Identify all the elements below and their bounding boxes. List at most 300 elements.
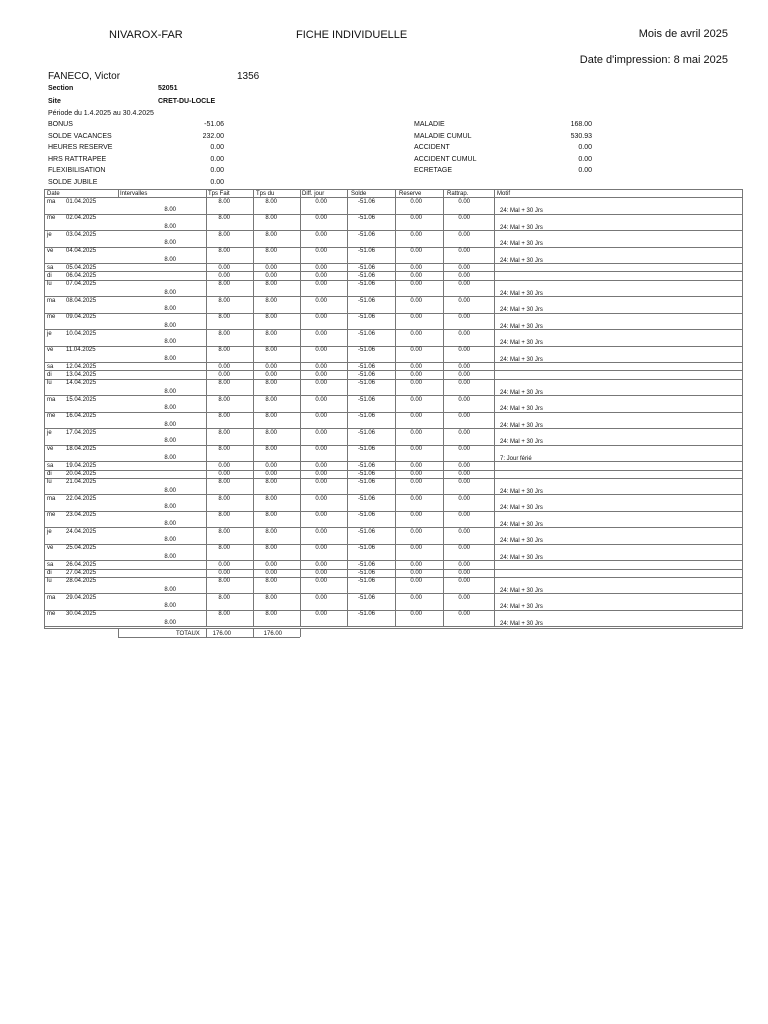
row-interval: 8.00 bbox=[164, 256, 176, 263]
row-interval: 8.00 bbox=[164, 339, 176, 346]
section-label: Section bbox=[48, 85, 74, 92]
row-tps-du: 8.00 bbox=[265, 347, 277, 354]
row-diff-jour: 0.00 bbox=[315, 594, 327, 601]
row-tps-fait: 8.00 bbox=[218, 314, 230, 321]
row-reserve: 0.00 bbox=[410, 611, 422, 618]
row-motif: 24: Mal + 30 Jrs bbox=[500, 208, 543, 214]
balance-label: HRS RATTRAPEE bbox=[48, 155, 107, 163]
row-tps-fait: 8.00 bbox=[218, 512, 230, 519]
row-rattrap: 0.00 bbox=[458, 495, 470, 502]
row-day: je bbox=[47, 330, 52, 337]
row-diff-jour: 0.00 bbox=[315, 281, 327, 288]
row-diff-jour: 0.00 bbox=[315, 248, 327, 254]
row-diff-jour: 0.00 bbox=[315, 314, 327, 321]
row-diff-jour: 0.00 bbox=[315, 231, 327, 238]
row-tps-du: 0.00 bbox=[265, 462, 277, 469]
row-tps-du: 0.00 bbox=[265, 570, 277, 577]
row-day: ma bbox=[47, 396, 56, 403]
row-day: ma bbox=[47, 297, 56, 304]
row-motif: 24: Mal + 30 Jrs bbox=[500, 290, 543, 297]
table-rule bbox=[44, 527, 742, 528]
row-tps-fait: 8.00 bbox=[218, 594, 230, 601]
row-motif: 24: Mal + 30 Jrs bbox=[500, 620, 543, 627]
table-rule bbox=[742, 189, 743, 629]
row-date: 10.04.2025 bbox=[66, 330, 97, 337]
row-rattrap: 0.00 bbox=[458, 281, 470, 288]
row-day: me bbox=[47, 314, 56, 321]
table-rule bbox=[44, 313, 742, 314]
row-day: lu bbox=[47, 578, 52, 585]
row-tps-du: 8.00 bbox=[265, 215, 277, 221]
row-date: 03.04.2025 bbox=[66, 231, 97, 238]
table-rule bbox=[44, 478, 742, 479]
row-date: 17.04.2025 bbox=[66, 429, 97, 436]
row-rattrap: 0.00 bbox=[458, 471, 470, 477]
row-interval: 8.00 bbox=[164, 537, 176, 544]
row-tps-du: 8.00 bbox=[265, 314, 277, 321]
row-reserve: 0.00 bbox=[410, 281, 422, 288]
table-rule bbox=[44, 230, 742, 231]
table-rule bbox=[44, 346, 742, 347]
row-rattrap: 0.00 bbox=[458, 462, 470, 469]
row-reserve: 0.00 bbox=[410, 413, 422, 420]
row-day: lu bbox=[47, 281, 52, 288]
row-rattrap: 0.00 bbox=[458, 446, 470, 453]
row-diff-jour: 0.00 bbox=[315, 578, 327, 585]
row-rattrap: 0.00 bbox=[458, 380, 470, 387]
balance-value: 0.00 bbox=[210, 144, 224, 151]
row-reserve: 0.00 bbox=[410, 429, 422, 436]
row-rattrap: 0.00 bbox=[458, 578, 470, 585]
table-rule bbox=[44, 362, 742, 363]
row-interval: 8.00 bbox=[164, 388, 176, 395]
row-day: je bbox=[47, 528, 52, 535]
row-diff-jour: 0.00 bbox=[315, 429, 327, 436]
row-day: di bbox=[47, 371, 52, 378]
row-interval: 8.00 bbox=[164, 619, 176, 626]
row-diff-jour: 0.00 bbox=[315, 272, 327, 279]
row-reserve: 0.00 bbox=[410, 578, 422, 585]
row-rattrap: 0.00 bbox=[458, 429, 470, 436]
site-value: CRET-DU-LOCLE bbox=[158, 98, 216, 105]
row-rattrap: 0.00 bbox=[458, 479, 470, 486]
column-header: Tps du bbox=[256, 190, 275, 197]
row-diff-jour: 0.00 bbox=[315, 611, 327, 618]
row-reserve: 0.00 bbox=[410, 594, 422, 601]
row-tps-du: 8.00 bbox=[265, 281, 277, 288]
balance-label: HEURES RESERVE bbox=[48, 144, 113, 151]
row-tps-fait: 8.00 bbox=[218, 330, 230, 337]
row-rattrap: 0.00 bbox=[458, 231, 470, 238]
row-solde: -51.06 bbox=[357, 611, 375, 618]
totals-tps-fait: 176.00 bbox=[212, 630, 231, 637]
row-day: sa bbox=[47, 462, 54, 469]
row-interval: 8.00 bbox=[164, 520, 176, 527]
balance-label: SOLDE VACANCES bbox=[48, 132, 112, 140]
row-solde: -51.06 bbox=[357, 281, 375, 288]
row-tps-fait: 8.00 bbox=[218, 198, 230, 205]
table-rule bbox=[44, 560, 742, 561]
row-tps-du: 8.00 bbox=[265, 479, 277, 486]
row-solde: -51.06 bbox=[357, 198, 375, 205]
balance-value: 0.00 bbox=[210, 178, 224, 186]
row-date: 01.04.2025 bbox=[66, 198, 97, 205]
row-rattrap: 0.00 bbox=[458, 396, 470, 403]
balance-value: 530.93 bbox=[570, 132, 592, 140]
table-rule bbox=[44, 271, 742, 272]
row-interval: 8.00 bbox=[164, 322, 176, 329]
row-diff-jour: 0.00 bbox=[315, 528, 327, 535]
row-solde: -51.06 bbox=[357, 231, 375, 238]
row-solde: -51.06 bbox=[357, 578, 375, 585]
row-reserve: 0.00 bbox=[410, 363, 422, 370]
row-solde: -51.06 bbox=[357, 545, 375, 552]
row-tps-fait: 8.00 bbox=[218, 528, 230, 535]
row-solde: -51.06 bbox=[357, 561, 375, 568]
row-diff-jour: 0.00 bbox=[315, 380, 327, 387]
table-rule bbox=[44, 395, 742, 396]
row-reserve: 0.00 bbox=[410, 528, 422, 535]
row-diff-jour: 0.00 bbox=[315, 198, 327, 205]
balance-label: FLEXIBILISATION bbox=[48, 167, 106, 174]
row-day: sa bbox=[47, 264, 54, 271]
balance-label: MALADIE CUMUL bbox=[414, 132, 472, 140]
balance-value: -51.06 bbox=[204, 121, 224, 128]
row-motif: 24: Mal + 30 Jrs bbox=[500, 554, 543, 561]
row-rattrap: 0.00 bbox=[458, 248, 470, 254]
table-rule bbox=[44, 461, 742, 462]
row-date: 13.04.2025 bbox=[66, 371, 97, 378]
row-interval: 8.00 bbox=[164, 438, 176, 445]
row-date: 05.04.2025 bbox=[66, 264, 97, 271]
row-tps-fait: 8.00 bbox=[218, 479, 230, 486]
page-title: FICHE INDIVIDUELLE bbox=[296, 29, 408, 41]
row-date: 30.04.2025 bbox=[66, 611, 97, 618]
row-date: 19.04.2025 bbox=[66, 462, 97, 469]
table-rule bbox=[44, 379, 742, 380]
row-day: sa bbox=[47, 363, 54, 370]
row-solde: -51.06 bbox=[357, 528, 375, 535]
row-rattrap: 0.00 bbox=[458, 611, 470, 618]
table-rule bbox=[118, 629, 119, 637]
row-tps-du: 0.00 bbox=[265, 471, 277, 477]
row-rattrap: 0.00 bbox=[458, 512, 470, 519]
row-reserve: 0.00 bbox=[410, 198, 422, 205]
row-tps-du: 0.00 bbox=[265, 371, 277, 378]
row-date: 04.04.2025 bbox=[66, 248, 97, 254]
table-rule bbox=[395, 189, 396, 626]
row-tps-du: 8.00 bbox=[265, 545, 277, 552]
row-tps-fait: 0.00 bbox=[218, 561, 230, 568]
row-reserve: 0.00 bbox=[410, 495, 422, 502]
balance-value: 232.00 bbox=[202, 132, 224, 140]
row-tps-fait: 0.00 bbox=[218, 570, 230, 577]
row-tps-fait: 0.00 bbox=[218, 462, 230, 469]
row-reserve: 0.00 bbox=[410, 396, 422, 403]
row-date: 14.04.2025 bbox=[66, 380, 97, 387]
row-reserve: 0.00 bbox=[410, 446, 422, 453]
row-solde: -51.06 bbox=[357, 248, 375, 254]
row-interval: 8.00 bbox=[164, 504, 176, 511]
row-tps-fait: 0.00 bbox=[218, 471, 230, 477]
row-motif: 24: Mal + 30 Jrs bbox=[500, 538, 543, 545]
row-rattrap: 0.00 bbox=[458, 545, 470, 552]
row-date: 11.04.2025 bbox=[66, 347, 96, 354]
row-motif: 24: Mal + 30 Jrs bbox=[500, 389, 543, 396]
row-diff-jour: 0.00 bbox=[315, 347, 327, 354]
row-motif: 24: Mal + 30 Jrs bbox=[500, 505, 543, 512]
row-date: 20.04.2025 bbox=[66, 471, 97, 477]
table-rule bbox=[44, 569, 742, 570]
row-day: ma bbox=[47, 495, 56, 502]
row-tps-fait: 0.00 bbox=[218, 363, 230, 370]
table-rule bbox=[44, 280, 742, 281]
row-tps-du: 8.00 bbox=[265, 330, 277, 337]
row-tps-du: 8.00 bbox=[265, 429, 277, 436]
row-tps-fait: 8.00 bbox=[218, 380, 230, 387]
row-motif: 24: Mal + 30 Jrs bbox=[500, 307, 543, 314]
row-solde: -51.06 bbox=[357, 297, 375, 304]
row-day: lu bbox=[47, 479, 52, 486]
row-tps-fait: 0.00 bbox=[218, 272, 230, 279]
row-reserve: 0.00 bbox=[410, 248, 422, 254]
table-rule bbox=[206, 189, 207, 626]
table-rule bbox=[44, 263, 742, 264]
table-rule bbox=[44, 577, 742, 578]
row-reserve: 0.00 bbox=[410, 330, 422, 337]
row-diff-jour: 0.00 bbox=[315, 413, 327, 420]
totals-tps-du: 176.00 bbox=[263, 630, 282, 637]
row-tps-fait: 8.00 bbox=[218, 347, 230, 354]
row-motif: 24: Mal + 30 Jrs bbox=[500, 224, 543, 231]
table-rule bbox=[44, 470, 742, 471]
row-date: 15.04.2025 bbox=[66, 396, 97, 403]
row-motif: 7: Jour férié bbox=[500, 455, 532, 462]
row-diff-jour: 0.00 bbox=[315, 297, 327, 304]
row-day: me bbox=[47, 413, 56, 420]
row-interval: 8.00 bbox=[164, 405, 176, 412]
employee-name: FANECO, Victor bbox=[48, 71, 121, 82]
row-rattrap: 0.00 bbox=[458, 594, 470, 601]
row-solde: -51.06 bbox=[357, 479, 375, 486]
row-tps-du: 8.00 bbox=[265, 297, 277, 304]
row-motif: 24: Mal + 30 Jrs bbox=[500, 604, 543, 611]
row-day: me bbox=[47, 611, 56, 618]
row-rattrap: 0.00 bbox=[458, 371, 470, 378]
row-solde: -51.06 bbox=[357, 446, 375, 453]
row-date: 22.04.2025 bbox=[66, 495, 97, 502]
row-rattrap: 0.00 bbox=[458, 347, 470, 354]
row-tps-fait: 8.00 bbox=[218, 429, 230, 436]
table-rule bbox=[44, 412, 742, 413]
table-rule bbox=[300, 189, 301, 626]
table-rule bbox=[44, 296, 742, 297]
row-interval: 8.00 bbox=[164, 454, 176, 461]
row-interval: 8.00 bbox=[164, 586, 176, 593]
row-day: sa bbox=[47, 561, 54, 568]
table-rule bbox=[44, 329, 742, 330]
table-rule bbox=[44, 247, 742, 248]
row-tps-du: 8.00 bbox=[265, 512, 277, 519]
row-date: 07.04.2025 bbox=[66, 281, 97, 288]
balance-label: SOLDE JUBILE bbox=[48, 178, 98, 186]
row-date: 06.04.2025 bbox=[66, 272, 97, 279]
row-tps-fait: 8.00 bbox=[218, 248, 230, 254]
balance-label: MALADIE bbox=[414, 121, 445, 128]
row-solde: -51.06 bbox=[357, 429, 375, 436]
table-rule bbox=[347, 189, 348, 626]
row-diff-jour: 0.00 bbox=[315, 215, 327, 221]
row-reserve: 0.00 bbox=[410, 297, 422, 304]
row-diff-jour: 0.00 bbox=[315, 396, 327, 403]
row-rattrap: 0.00 bbox=[458, 330, 470, 337]
row-tps-fait: 8.00 bbox=[218, 545, 230, 552]
row-interval: 8.00 bbox=[164, 487, 176, 494]
month-label: Mois de avril 2025 bbox=[638, 28, 728, 40]
row-rattrap: 0.00 bbox=[458, 570, 470, 577]
row-interval: 8.00 bbox=[164, 240, 176, 246]
row-day: di bbox=[47, 272, 52, 279]
row-solde: -51.06 bbox=[357, 371, 375, 378]
section-value: 52051 bbox=[158, 85, 178, 92]
row-tps-du: 0.00 bbox=[265, 264, 277, 271]
row-interval: 8.00 bbox=[164, 289, 176, 296]
row-diff-jour: 0.00 bbox=[315, 330, 327, 337]
row-solde: -51.06 bbox=[357, 272, 375, 279]
row-motif: 24: Mal + 30 Jrs bbox=[500, 587, 543, 594]
row-reserve: 0.00 bbox=[410, 462, 422, 469]
row-reserve: 0.00 bbox=[410, 545, 422, 552]
row-reserve: 0.00 bbox=[410, 471, 422, 477]
row-rattrap: 0.00 bbox=[458, 413, 470, 420]
row-rattrap: 0.00 bbox=[458, 561, 470, 568]
row-tps-fait: 8.00 bbox=[218, 396, 230, 403]
row-rattrap: 0.00 bbox=[458, 264, 470, 271]
table-rule bbox=[44, 628, 742, 629]
table-rule bbox=[44, 494, 742, 495]
row-reserve: 0.00 bbox=[410, 264, 422, 271]
row-solde: -51.06 bbox=[357, 471, 375, 477]
row-tps-du: 8.00 bbox=[265, 495, 277, 502]
row-solde: -51.06 bbox=[357, 330, 375, 337]
row-tps-du: 8.00 bbox=[265, 446, 277, 453]
table-rule bbox=[443, 189, 444, 626]
balance-value: 168.00 bbox=[570, 121, 592, 128]
row-date: 23.04.2025 bbox=[66, 512, 97, 519]
balance-label: ECRETAGE bbox=[414, 167, 452, 174]
row-solde: -51.06 bbox=[357, 264, 375, 271]
row-solde: -51.06 bbox=[357, 570, 375, 577]
column-header: Date bbox=[47, 190, 60, 197]
row-tps-fait: 8.00 bbox=[218, 495, 230, 502]
balance-value: 0.00 bbox=[578, 155, 592, 163]
table-rule bbox=[44, 544, 742, 545]
row-tps-fait: 8.00 bbox=[218, 413, 230, 420]
row-reserve: 0.00 bbox=[410, 561, 422, 568]
row-motif: 24: Mal + 30 Jrs bbox=[500, 439, 543, 446]
table-rule bbox=[44, 197, 742, 198]
row-diff-jour: 0.00 bbox=[315, 462, 327, 469]
row-solde: -51.06 bbox=[357, 215, 375, 221]
column-header: Diff. jour bbox=[302, 190, 325, 197]
row-solde: -51.06 bbox=[357, 347, 375, 354]
row-tps-du: 0.00 bbox=[265, 272, 277, 279]
balance-value: 0.00 bbox=[578, 144, 592, 151]
row-date: 16.04.2025 bbox=[66, 413, 97, 420]
table-rule bbox=[44, 189, 45, 629]
row-motif: 24: Mal + 30 Jrs bbox=[500, 323, 543, 330]
column-header: Tps Fait bbox=[208, 190, 230, 197]
row-tps-fait: 8.00 bbox=[218, 578, 230, 585]
row-date: 26.04.2025 bbox=[66, 561, 97, 568]
row-motif: 24: Mal + 30 Jrs bbox=[500, 422, 543, 429]
row-rattrap: 0.00 bbox=[458, 272, 470, 279]
row-day: ma bbox=[47, 594, 56, 601]
column-header: Motif bbox=[497, 190, 511, 197]
table-rule bbox=[44, 189, 742, 190]
row-day: ve bbox=[47, 347, 54, 354]
site-label: Site bbox=[48, 98, 61, 105]
table-rule bbox=[44, 445, 742, 446]
row-day: ve bbox=[47, 248, 54, 254]
row-tps-fait: 8.00 bbox=[218, 215, 230, 221]
balance-value: 0.00 bbox=[210, 155, 224, 163]
row-solde: -51.06 bbox=[357, 380, 375, 387]
row-day: ve bbox=[47, 446, 54, 453]
column-header: Rattrap. bbox=[447, 190, 469, 197]
employee-number: 1356 bbox=[237, 71, 260, 82]
row-date: 12.04.2025 bbox=[66, 363, 97, 370]
row-diff-jour: 0.00 bbox=[315, 471, 327, 477]
table-rule bbox=[44, 626, 742, 627]
row-reserve: 0.00 bbox=[410, 371, 422, 378]
table-rule bbox=[253, 189, 254, 626]
row-tps-fait: 8.00 bbox=[218, 611, 230, 618]
row-tps-fait: 8.00 bbox=[218, 281, 230, 288]
row-rattrap: 0.00 bbox=[458, 314, 470, 321]
row-motif: 24: Mal + 30 Jrs bbox=[500, 406, 543, 413]
row-tps-du: 8.00 bbox=[265, 594, 277, 601]
row-tps-du: 8.00 bbox=[265, 231, 277, 238]
row-tps-du: 8.00 bbox=[265, 528, 277, 535]
row-solde: -51.06 bbox=[357, 462, 375, 469]
row-day: ma bbox=[47, 198, 56, 205]
table-rule bbox=[44, 214, 742, 215]
row-diff-jour: 0.00 bbox=[315, 363, 327, 370]
row-interval: 8.00 bbox=[164, 223, 176, 230]
row-diff-jour: 0.00 bbox=[315, 495, 327, 502]
row-rattrap: 0.00 bbox=[458, 363, 470, 370]
row-reserve: 0.00 bbox=[410, 512, 422, 519]
row-date: 21.04.2025 bbox=[66, 479, 97, 486]
row-tps-fait: 8.00 bbox=[218, 297, 230, 304]
period-label: Période du 1.4.2025 au 30.4.2025 bbox=[48, 110, 154, 117]
row-rattrap: 0.00 bbox=[458, 215, 470, 221]
row-solde: -51.06 bbox=[357, 512, 375, 519]
row-motif: 24: Mal + 30 Jrs bbox=[500, 521, 543, 528]
row-solde: -51.06 bbox=[357, 396, 375, 403]
column-header: Solde bbox=[351, 190, 367, 197]
row-reserve: 0.00 bbox=[410, 231, 422, 238]
row-interval: 8.00 bbox=[164, 355, 176, 362]
column-header: Reserve bbox=[399, 190, 422, 197]
row-tps-du: 8.00 bbox=[265, 413, 277, 420]
table-rule bbox=[44, 428, 742, 429]
row-date: 24.04.2025 bbox=[66, 528, 97, 535]
balance-value: 0.00 bbox=[210, 167, 224, 174]
row-reserve: 0.00 bbox=[410, 314, 422, 321]
company-name: NIVAROX-FAR bbox=[109, 29, 183, 41]
